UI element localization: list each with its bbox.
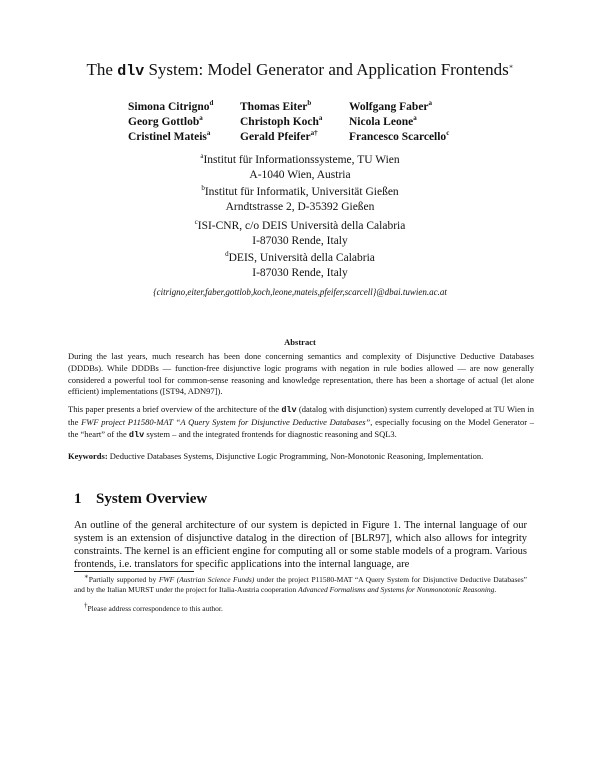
author: Christoph Koch$^a$	[240, 114, 323, 128]
author: Simona Citrigno$^d$	[128, 99, 214, 113]
footnote: †Please address correspondence to this author.	[84, 601, 223, 613]
section-heading	[74, 491, 207, 508]
affiliation: $^b$Institut für Informatik, Universität Gießen Arndtstrasse 2, D-35392 Gießen	[201, 184, 399, 213]
author-block	[128, 100, 488, 145]
keywords	[68, 451, 534, 463]
title-suffix: System: Model Generator and Application Frontends	[144, 60, 509, 79]
affiliation: $^a$Institut für Informationssysteme, TU Wien A-1040 Wien, Austria	[200, 152, 400, 181]
author: Francesco Scarcello$^c$	[349, 129, 450, 143]
abstract-heading: Abstract	[284, 337, 316, 347]
author-emails: {citrigno,eiter,faber,gottlob,koch,leone,mateis,pfeifer,scarcell}@dbai.tuwien.ac.at	[153, 287, 447, 297]
section-number: 1	[74, 491, 82, 507]
author: Cristinel Mateis$^a$	[128, 129, 211, 143]
author: Gerald Pfeifer$^{a\dagger}$	[240, 129, 318, 143]
abstract-paragraph: This paper presents a brief overview of the architecture of the dlv (datalog with disjunction) system currently developed at TU Wien in the FWF project P11580-MAT “A Query System for Disjunctive Deductive Databases”, especially focusing on the Model Generator – the “heart” of the dlv system – and the integrated frontends for diagnostic reasoning and SQL3.	[68, 404, 534, 440]
author: Georg Gottlob$^a$	[128, 114, 203, 128]
footnote-rule	[74, 571, 194, 572]
body-paragraph: An outline of the general architecture of our system is depicted in Figure 1. The internal language of our system is an extension of disjunctive datalog in the direction of [BLR97], which also allows for integrity constraints. The kernel is an efficient engine for computing all or some stable models of a program. Various frontends, i.e. translators for specific applications into the internal language, are	[74, 520, 527, 570]
author: Nicola Leone$^a$	[349, 114, 417, 128]
footnote: ∗Partially supported by FWF (Austrian Science Funds) under the project P11580-MAT “A Query System for Disjunctive Deductive Databases” and by the Italian MURST under the project for Italia-Austria cooperation Advanced Formalisms and Systems for Nonmonotonic Reasoning.	[74, 572, 527, 594]
title-footnote-marker: ∗	[508, 62, 514, 71]
keywords-label: Keywords:	[68, 451, 108, 461]
paper-title	[0, 60, 600, 80]
section-title: System Overview	[96, 491, 208, 507]
affiliation: $^d$DEIS, Università della Calabria I-87030 Rende, Italy	[225, 250, 375, 279]
author-row	[128, 130, 488, 145]
title-system-name: dlv	[117, 63, 145, 80]
author-row	[128, 100, 488, 115]
author: Thomas Eiter$^b$	[240, 99, 312, 113]
title-prefix: The	[86, 60, 118, 79]
keywords-text: Deductive Databases Systems, Disjunctive Logic Programming, Non-Monotonic Reasoning, Implementation.	[107, 451, 484, 461]
author: Wolfgang Faber$^a$	[349, 99, 433, 113]
author-row	[128, 115, 488, 130]
abstract-paragraph: During the last years, much research has been done concerning semantics and complexity of Disjunctive Deductive Databases (DDDBs). While DDDBs — function-free disjunctive logic programs with negation in rule bodies allowed — are now generally considered a powerful tool for common-sense reasoning and knowledge representation, there has been a shortage of actual (let alone efficient) implementations ([ST94, ADN97]).	[68, 351, 534, 397]
affiliation: $^c$ISI-CNR, c/o DEIS Università della Calabria I-87030 Rende, Italy	[194, 218, 406, 247]
